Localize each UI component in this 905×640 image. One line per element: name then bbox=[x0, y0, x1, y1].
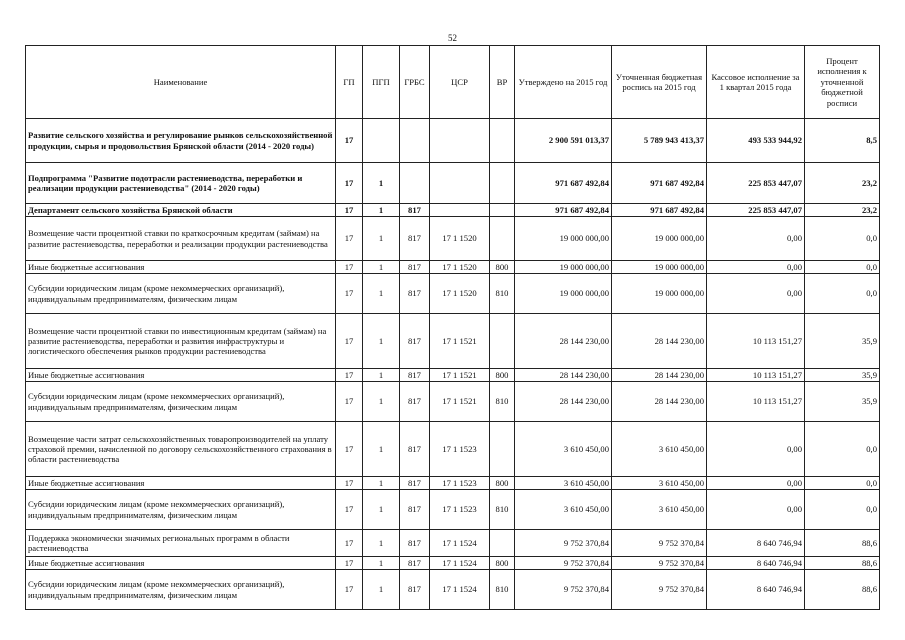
row-approved: 3 610 450,00 bbox=[515, 477, 612, 490]
row-csr: 17 1 1521 bbox=[430, 382, 490, 422]
row-refined: 19 000 000,00 bbox=[612, 217, 707, 261]
row-refined: 5 789 943 413,37 bbox=[612, 119, 707, 163]
table-row bbox=[26, 477, 880, 490]
row-approved: 3 610 450,00 bbox=[515, 490, 612, 530]
row-refined: 28 144 230,00 bbox=[612, 382, 707, 422]
row-gp: 17 bbox=[336, 477, 363, 490]
row-grbs: 817 bbox=[400, 261, 430, 274]
row-ppgp: 1 bbox=[363, 261, 400, 274]
row-percent: 0,0 bbox=[805, 477, 880, 490]
row-csr: 17 1 1521 bbox=[430, 369, 490, 382]
row-refined: 9 752 370,84 bbox=[612, 570, 707, 610]
row-vr bbox=[490, 217, 515, 261]
header-vr: ВР bbox=[490, 46, 515, 119]
row-name: Иные бюджетные ассигнования bbox=[26, 557, 336, 570]
row-percent: 0,0 bbox=[805, 490, 880, 530]
table-row bbox=[26, 422, 880, 477]
row-csr: 17 1 1524 bbox=[430, 570, 490, 610]
row-approved: 9 752 370,84 bbox=[515, 530, 612, 557]
row-grbs: 817 bbox=[400, 477, 430, 490]
row-vr: 810 bbox=[490, 570, 515, 610]
row-cash: 8 640 746,94 bbox=[707, 530, 805, 557]
row-ppgp: 1 bbox=[363, 557, 400, 570]
row-vr bbox=[490, 530, 515, 557]
row-grbs: 817 bbox=[400, 570, 430, 610]
row-gp: 17 bbox=[336, 274, 363, 314]
row-gp: 17 bbox=[336, 422, 363, 477]
table-body bbox=[26, 119, 880, 610]
row-grbs: 817 bbox=[400, 557, 430, 570]
row-csr: 17 1 1523 bbox=[430, 477, 490, 490]
row-cash: 0,00 bbox=[707, 261, 805, 274]
row-grbs: 817 bbox=[400, 422, 430, 477]
header-approved: Утверждено на 2015 год bbox=[515, 46, 612, 119]
row-cash: 10 113 151,27 bbox=[707, 369, 805, 382]
row-cash: 0,00 bbox=[707, 490, 805, 530]
row-gp: 17 bbox=[336, 570, 363, 610]
row-gp: 17 bbox=[336, 163, 363, 204]
row-grbs: 817 bbox=[400, 369, 430, 382]
row-percent: 35,9 bbox=[805, 369, 880, 382]
row-ppgp: 1 bbox=[363, 314, 400, 369]
row-csr bbox=[430, 204, 490, 217]
row-vr: 800 bbox=[490, 261, 515, 274]
row-name: Субсидии юридическим лицам (кроме некоммерческих организаций), индивидуальным предпринимателям, физическим лицам bbox=[26, 274, 336, 314]
header-name: Наименование bbox=[26, 46, 336, 119]
header-cash: Кассовое исполнение за 1 квартал 2015 года bbox=[707, 46, 805, 119]
row-approved: 19 000 000,00 bbox=[515, 261, 612, 274]
row-ppgp: 1 bbox=[363, 369, 400, 382]
row-cash: 0,00 bbox=[707, 274, 805, 314]
row-vr bbox=[490, 422, 515, 477]
row-gp: 17 bbox=[336, 119, 363, 163]
row-refined: 19 000 000,00 bbox=[612, 261, 707, 274]
row-name: Возмещение части процентной ставки по краткосрочным кредитам (займам) на развитие растениеводства, переработки и реализации продукции растениеводства bbox=[26, 217, 336, 261]
row-refined: 971 687 492,84 bbox=[612, 204, 707, 217]
row-cash: 493 533 944,92 bbox=[707, 119, 805, 163]
row-csr: 17 1 1520 bbox=[430, 261, 490, 274]
row-refined: 9 752 370,84 bbox=[612, 557, 707, 570]
header-csr: ЦСР bbox=[430, 46, 490, 119]
row-approved: 9 752 370,84 bbox=[515, 570, 612, 610]
row-approved: 28 144 230,00 bbox=[515, 369, 612, 382]
row-approved: 19 000 000,00 bbox=[515, 274, 612, 314]
row-cash: 0,00 bbox=[707, 217, 805, 261]
row-ppgp: 1 bbox=[363, 530, 400, 557]
row-csr: 17 1 1520 bbox=[430, 217, 490, 261]
row-percent: 8,5 bbox=[805, 119, 880, 163]
row-percent: 88,6 bbox=[805, 557, 880, 570]
row-ppgp: 1 bbox=[363, 217, 400, 261]
row-name: Субсидии юридическим лицам (кроме некоммерческих организаций), индивидуальным предпринимателям, физическим лицам bbox=[26, 570, 336, 610]
row-ppgp: 1 bbox=[363, 477, 400, 490]
budget-execution-table bbox=[25, 45, 880, 610]
table-row bbox=[26, 119, 880, 163]
row-gp: 17 bbox=[336, 557, 363, 570]
row-vr: 810 bbox=[490, 490, 515, 530]
row-name: Субсидии юридическим лицам (кроме некоммерческих организаций), индивидуальным предпринимателям, физическим лицам bbox=[26, 490, 336, 530]
row-refined: 28 144 230,00 bbox=[612, 314, 707, 369]
row-approved: 19 000 000,00 bbox=[515, 217, 612, 261]
row-percent: 0,0 bbox=[805, 261, 880, 274]
row-gp: 17 bbox=[336, 204, 363, 217]
row-vr: 800 bbox=[490, 557, 515, 570]
row-cash: 225 853 447,07 bbox=[707, 163, 805, 204]
row-percent: 35,9 bbox=[805, 382, 880, 422]
table-row bbox=[26, 163, 880, 204]
row-vr: 800 bbox=[490, 477, 515, 490]
row-gp: 17 bbox=[336, 369, 363, 382]
row-gp: 17 bbox=[336, 382, 363, 422]
row-cash: 10 113 151,27 bbox=[707, 382, 805, 422]
row-gp: 17 bbox=[336, 490, 363, 530]
row-vr bbox=[490, 204, 515, 217]
row-approved: 971 687 492,84 bbox=[515, 204, 612, 217]
row-gp: 17 bbox=[336, 314, 363, 369]
table-row bbox=[26, 382, 880, 422]
row-percent: 0,0 bbox=[805, 217, 880, 261]
row-ppgp: 1 bbox=[363, 274, 400, 314]
row-refined: 9 752 370,84 bbox=[612, 530, 707, 557]
row-vr: 810 bbox=[490, 382, 515, 422]
row-cash: 10 113 151,27 bbox=[707, 314, 805, 369]
row-name: Возмещение части затрат сельскохозяйственных товаропроизводителей на уплату страховой премии, начисленной по договору сельскохозяйственного страхования в области растениеводства bbox=[26, 422, 336, 477]
row-name: Субсидии юридическим лицам (кроме некоммерческих организаций), индивидуальным предпринимателям, физическим лицам bbox=[26, 382, 336, 422]
row-ppgp: 1 bbox=[363, 570, 400, 610]
table-row bbox=[26, 557, 880, 570]
row-vr: 800 bbox=[490, 369, 515, 382]
header-ppgp: ПГП bbox=[363, 46, 400, 119]
row-percent: 35,9 bbox=[805, 314, 880, 369]
row-approved: 971 687 492,84 bbox=[515, 163, 612, 204]
row-gp: 17 bbox=[336, 261, 363, 274]
row-name: Подпрограмма "Развитие подотрасли растениеводства, переработки и реализации продукции растениеводства" (2014 - 2020 годы) bbox=[26, 163, 336, 204]
row-percent: 88,6 bbox=[805, 570, 880, 610]
table-row bbox=[26, 530, 880, 557]
row-csr bbox=[430, 119, 490, 163]
row-percent: 88,6 bbox=[805, 530, 880, 557]
row-percent: 0,0 bbox=[805, 422, 880, 477]
row-approved: 28 144 230,00 bbox=[515, 382, 612, 422]
table-row bbox=[26, 217, 880, 261]
header-grbs: ГРБС bbox=[400, 46, 430, 119]
row-ppgp: 1 bbox=[363, 204, 400, 217]
row-approved: 9 752 370,84 bbox=[515, 557, 612, 570]
row-grbs: 817 bbox=[400, 314, 430, 369]
row-grbs bbox=[400, 163, 430, 204]
row-gp: 17 bbox=[336, 530, 363, 557]
row-csr: 17 1 1523 bbox=[430, 490, 490, 530]
row-vr bbox=[490, 163, 515, 204]
row-grbs bbox=[400, 119, 430, 163]
row-refined: 3 610 450,00 bbox=[612, 477, 707, 490]
row-approved: 3 610 450,00 bbox=[515, 422, 612, 477]
table-row bbox=[26, 204, 880, 217]
header-refined: Уточненная бюджетная роспись на 2015 год bbox=[612, 46, 707, 119]
row-grbs: 817 bbox=[400, 490, 430, 530]
row-percent: 23,2 bbox=[805, 163, 880, 204]
row-cash: 8 640 746,94 bbox=[707, 570, 805, 610]
row-vr: 810 bbox=[490, 274, 515, 314]
row-ppgp: 1 bbox=[363, 490, 400, 530]
row-ppgp bbox=[363, 119, 400, 163]
row-cash: 8 640 746,94 bbox=[707, 557, 805, 570]
row-grbs: 817 bbox=[400, 217, 430, 261]
row-grbs: 817 bbox=[400, 382, 430, 422]
row-cash: 225 853 447,07 bbox=[707, 204, 805, 217]
page-number: 52 bbox=[448, 33, 457, 43]
row-vr bbox=[490, 314, 515, 369]
table-row bbox=[26, 274, 880, 314]
row-csr bbox=[430, 163, 490, 204]
row-name: Поддержка экономически значимых региональных программ в области растениеводства bbox=[26, 530, 336, 557]
row-approved: 2 900 591 013,37 bbox=[515, 119, 612, 163]
row-grbs: 817 bbox=[400, 204, 430, 217]
row-refined: 3 610 450,00 bbox=[612, 422, 707, 477]
row-csr: 17 1 1521 bbox=[430, 314, 490, 369]
row-csr: 17 1 1523 bbox=[430, 422, 490, 477]
row-csr: 17 1 1524 bbox=[430, 530, 490, 557]
row-csr: 17 1 1524 bbox=[430, 557, 490, 570]
table-row bbox=[26, 261, 880, 274]
row-refined: 3 610 450,00 bbox=[612, 490, 707, 530]
row-approved: 28 144 230,00 bbox=[515, 314, 612, 369]
header-percent: Процент исполнения к уточненной бюджетной росписи bbox=[805, 46, 880, 119]
row-name: Возмещение части процентной ставки по инвестиционным кредитам (займам) на развитие растениеводства, переработки и развития инфраструктуры и логистического обеспечения рынков продукции растениеводства bbox=[26, 314, 336, 369]
row-name: Иные бюджетные ассигнования bbox=[26, 477, 336, 490]
row-name: Иные бюджетные ассигнования bbox=[26, 369, 336, 382]
row-csr: 17 1 1520 bbox=[430, 274, 490, 314]
table-row bbox=[26, 314, 880, 369]
table-row bbox=[26, 369, 880, 382]
row-ppgp: 1 bbox=[363, 382, 400, 422]
row-vr bbox=[490, 119, 515, 163]
row-name: Иные бюджетные ассигнования bbox=[26, 261, 336, 274]
header-gp: ГП bbox=[336, 46, 363, 119]
row-refined: 28 144 230,00 bbox=[612, 369, 707, 382]
row-grbs: 817 bbox=[400, 274, 430, 314]
row-percent: 23,2 bbox=[805, 204, 880, 217]
row-ppgp: 1 bbox=[363, 422, 400, 477]
row-grbs: 817 bbox=[400, 530, 430, 557]
row-ppgp: 1 bbox=[363, 163, 400, 204]
row-gp: 17 bbox=[336, 217, 363, 261]
row-cash: 0,00 bbox=[707, 422, 805, 477]
row-name: Департамент сельского хозяйства Брянской области bbox=[26, 204, 336, 217]
row-name: Развитие сельского хозяйства и регулирование рынков сельскохозяйственной продукции, сырья и продовольствия Брянской области (2014 - 2020 годы) bbox=[26, 119, 336, 163]
table-header-row bbox=[26, 46, 880, 119]
row-percent: 0,0 bbox=[805, 274, 880, 314]
row-refined: 971 687 492,84 bbox=[612, 163, 707, 204]
row-cash: 0,00 bbox=[707, 477, 805, 490]
table-row bbox=[26, 490, 880, 530]
row-refined: 19 000 000,00 bbox=[612, 274, 707, 314]
table-row bbox=[26, 570, 880, 610]
